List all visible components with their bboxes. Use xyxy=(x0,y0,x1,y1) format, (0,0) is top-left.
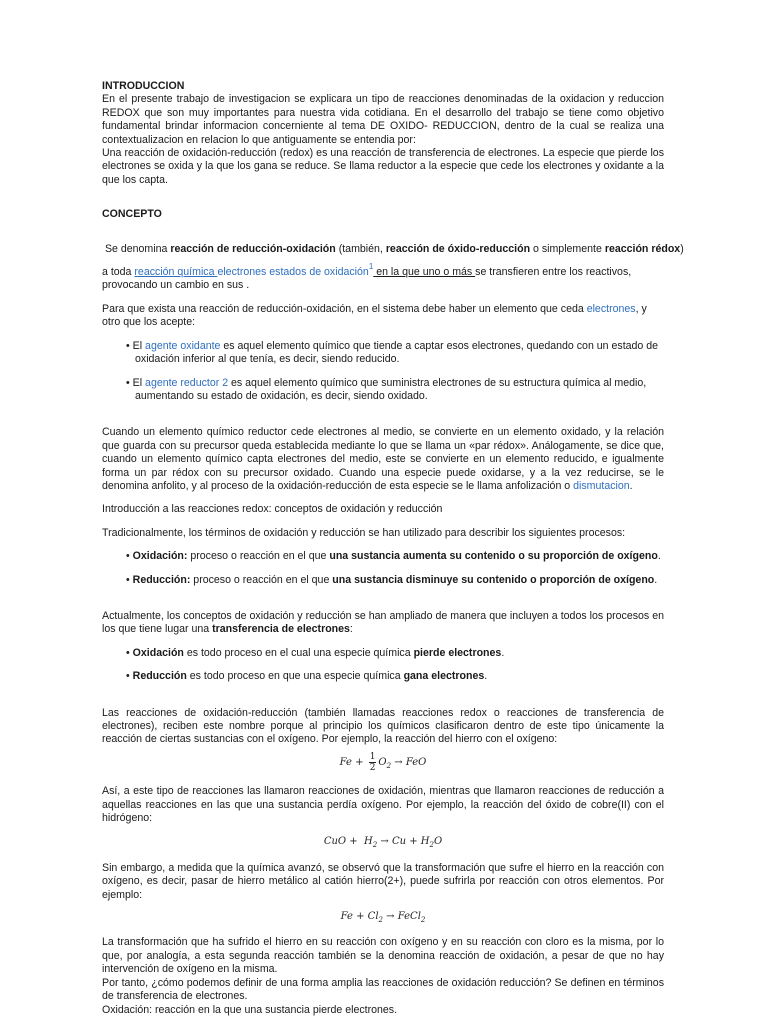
equation-cuo-h2: CuO + $H_2 \to Cu + H_2O$ xyxy=(323,836,443,850)
concepto-heading: CONCEPTO xyxy=(102,208,162,221)
link-agente-reductor[interactable]: agente reductor 2 xyxy=(145,376,229,389)
paragraph-historia: Las reacciones de oxidación-reducción (también llamadas reacciones redox o reacciones de transferencia de electrones), reciben este nombre porque al principio los químicos clasificaron dentro de este tipo únicamente la reacción de ciertas sustancias con el oxígeno. Por ejemplo, la reacción del hierro con el oxígeno: xyxy=(102,706,664,746)
intro-heading: INTRODUCCION xyxy=(102,80,185,92)
intro-paragraph-2: Una reacción de oxidación-reducción (redox) es una reacción de transferencia de electrones. La especie que pierde los electrones se oxida y la que los gana se reduce. Se llama reductor a la especie que cede los electrones y oxidante a la que los capta. xyxy=(102,147,664,186)
list-item-oxidacion-mod: • Oxidación es todo proceso en el cual una especie química pierde electrones. xyxy=(126,646,505,659)
definition-line-1: Se denomina reacción de reducción-oxidación (también, reacción de óxido-reducción o simplemente reacción rédox) xyxy=(102,242,684,255)
list-item-reductor: • El agente reductor 2 es aquel elemento químico que suministra electrones de su estructura química al medio, aumentando su estado de oxidación, es decir, siendo oxidado. xyxy=(126,376,647,402)
paragraph-transformacion: La transformación que ha sufrido el hierro en su reacción con oxígeno y en su reacción con cloro es la misma, por lo que, por analogía, a esta segunda reacción también se la denomina reacción de oxidación, a pesar de que no hay intervención de oxígeno en la misma. xyxy=(102,936,664,976)
paragraph-por-tanto: Por tanto, ¿cómo podemos definir de una forma amplia las reacciones de oxidación reducción? Se definen en términos de transferencia de electrones. xyxy=(102,976,664,1003)
traditional-list xyxy=(102,550,664,587)
paragraph-sin-embargo: Sin embargo, a medida que la química avanzó, se observó que la transformación que sufre el hierro en la reacción con oxígeno, es decir, pasar de hierro metálico al catión hierro(2+), puede sufrirla por reacción con otros elementos. Por ejemplo: xyxy=(102,861,664,901)
link-estados-oxidacion[interactable]: estados de oxidación xyxy=(269,266,369,279)
list-item-oxidante: • El agente oxidante es aquel elemento químico que tiende a captar esos electrones, quedando con un estado de oxidación inferior al que tenía, es decir, siendo reducido. xyxy=(126,339,659,366)
list-item-reduccion-trad: • Reducción: proceso o reacción en el que una sustancia disminuye su contenido o proporción de oxígeno. xyxy=(126,573,658,586)
list-item-oxidacion-trad: • Oxidación: proceso o reacción en el que una sustancia aumenta su contenido o su proporción de oxígeno. xyxy=(126,550,661,563)
fraction-one-half: $\frac{1}{2}$ xyxy=(369,751,376,773)
paragraph-tradicionalmente: Tradicionalmente, los términos de oxidación y reducción se han utilizado para describir los siguientes procesos: xyxy=(102,526,626,539)
list-item-reduccion-mod: • Reducción es todo proceso en que una especie química gana electrones. xyxy=(126,670,488,683)
paragraph-asi: Así, a este tipo de reacciones las llamaron reacciones de oxidación, mientras que llamaron reacciones de reducción a aquellas reacciones en las que una sustancia perdía oxígeno. Por ejemplo, la reacción del óxido de cobre(II) con el hidrógeno: xyxy=(102,785,664,825)
link-dismutacion[interactable]: dismutacion xyxy=(573,479,630,492)
paragraph-par-redox: Cuando un elemento químico reductor cede electrones al medio, se convierte en un elemento oxidado, y la relación que guarda con su precursor queda establecida mediante lo que se llama un «par rédox». Análogamente, se dice que, cuando un elemento químico capta electrones del medio, este se convierte en un elemento reducido, e igualmente forma un par rédox con su precursor oxidado. Cuando una especie puede oxidarse, y a la vez reducirse, se le denomina anfolito, y al proceso de la oxidación-reducción de esta especie se le llama anfolización o dismutacion. xyxy=(102,426,664,492)
link-agente-oxidante[interactable]: agente oxidante xyxy=(145,339,221,352)
equation-fe-cl2: $Fe + Cl_2$ → FeCl$_2$ xyxy=(340,911,426,925)
subtitle-introduccion: Introducción a las reacciones redox: conceptos de oxidación y reducción xyxy=(102,503,443,516)
link-reaccion-quimica[interactable]: reacción química xyxy=(134,266,218,279)
equation-fe-o2: Fe + $\frac{1}{2}$ $O_2$ → FeO xyxy=(339,751,427,773)
link-electrones-2[interactable]: electrones xyxy=(586,302,636,315)
agent-list xyxy=(102,340,664,404)
paragraph-ceda-electrones: Para que exista una reacción de reducción-oxidación, en el sistema debe haber un elemento que ceda electrones, y otro que los acepte: xyxy=(102,302,647,329)
footnote-ref[interactable]: 1 xyxy=(368,262,374,272)
definition-line-2: a toda reacción química electrones estados de oxidación$^1$ en la que uno o más se transfieren entre los reactivos, provocando un cambio en sus . xyxy=(102,262,632,292)
intro-paragraph-1: En el presente trabajo de investigacion se explicara un tipo de reacciones denominadas de la oxidacion y reduccion REDOX que son muy importantes para nuestra vida cotidiana. En el desarrollo del trabajo se tiene como objetivo fundamental brindar informacion concerniente al tema DE OXIDO- REDUCCION, dentro de la cual se realiza una contextualizacion en relacion lo que antiguamente se entendia por: xyxy=(102,93,664,146)
modern-list xyxy=(102,647,664,684)
document-body xyxy=(102,80,684,1017)
paragraph-actualmente: Actualmente, los conceptos de oxidación y reducción se han ampliado de manera que incluyen a todos los procesos en los que tiene lugar una transferencia de electrones: xyxy=(102,609,664,636)
paragraph-oxidacion-def: Oxidación: reacción en la que una sustancia pierde electrones. xyxy=(102,1003,398,1016)
link-electrones[interactable]: electrones xyxy=(217,266,270,279)
